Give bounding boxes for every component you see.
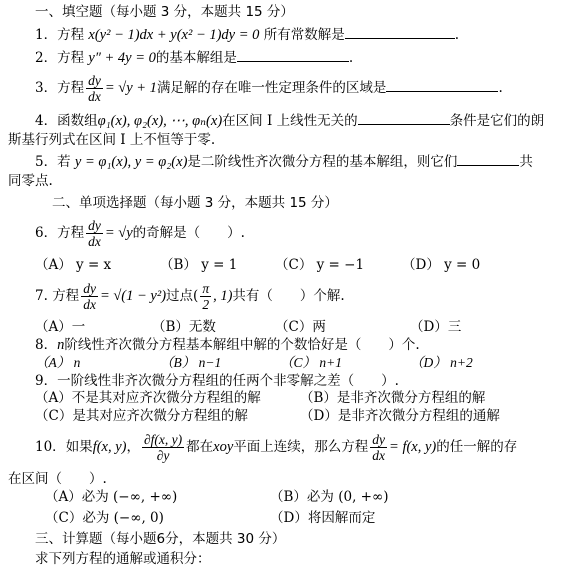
q1-answer-blank[interactable]: [345, 25, 455, 39]
question-3: [35, 71, 503, 105]
q4-equation: φ₁(x), φ₂(x), ⋯, φₙ(x): [97, 113, 223, 129]
question-1: [35, 25, 459, 44]
q8-option-d[interactable]: （D） n+2: [410, 355, 473, 370]
q6-option-d[interactable]: （D） y = 0: [402, 257, 481, 273]
q6-option-b[interactable]: （B） y = 1: [160, 257, 238, 273]
question-6: [35, 216, 245, 250]
q4-post: 条件是它们的朗: [449, 113, 545, 129]
q9-option-d[interactable]: （D）是非齐次微分方程组的通解: [300, 408, 500, 424]
q3-frac-num: dy: [88, 73, 101, 88]
q5-line2: 同零点.: [8, 173, 53, 189]
q10-frac-den: dx: [372, 448, 386, 463]
q10-option-d[interactable]: （D）将因解而定: [270, 510, 376, 526]
q4-pre: 函数组: [57, 113, 98, 129]
q7-fraction: [81, 281, 98, 312]
q3-frac-den: dx: [88, 89, 101, 104]
q1-end: .: [454, 27, 459, 43]
q5-num: 5．: [35, 154, 58, 170]
q3-equation: = √y + 1: [104, 80, 157, 96]
q7-pt-end: , 1): [213, 288, 233, 304]
section1-title: 一、填空题（每小题 3 分，本题共 15 分）: [35, 4, 294, 20]
q9-option-b[interactable]: （B）是非齐次微分方程组的解: [300, 390, 486, 406]
q9-option-c[interactable]: （C）是其对应齐次微分方程组的解: [35, 408, 248, 424]
q7-option-d[interactable]: （D）三: [410, 319, 462, 335]
q10-fraction: [370, 432, 387, 463]
q8-option-a[interactable]: （A） n: [35, 355, 81, 370]
q3-fraction: [86, 73, 103, 104]
q6-pre: 方程: [57, 225, 85, 241]
q7-frac-num: dy: [83, 281, 96, 296]
q2-answer-blank[interactable]: [237, 48, 349, 62]
section3-title: 三、计算题（每小题6分，本题共 30 分）: [35, 531, 286, 547]
question-4: [35, 111, 544, 130]
q10-option-b[interactable]: （B）必为 (0, +∞): [270, 489, 389, 505]
q1-pre: 方程: [57, 27, 85, 43]
question-9: [35, 372, 399, 390]
q5-post: 共: [519, 154, 533, 170]
q7-point-fraction: [200, 281, 211, 312]
q7-option-b[interactable]: （B）无数: [152, 319, 216, 335]
q5-answer-blank[interactable]: [457, 152, 519, 166]
q9-option-a[interactable]: （A）不是其对应齐次微分方程组的解: [35, 390, 261, 406]
q6-frac-den: dx: [88, 234, 101, 249]
q7-post: 共有（ ）个解.: [232, 288, 345, 304]
q6-post: 的奇解是（ ）.: [132, 225, 245, 241]
q1-equation: x(y² − 1)dx + y(x² − 1)dy = 0: [88, 27, 260, 43]
q10-f: f(x, y): [92, 439, 127, 455]
q4-line2: 斯基行列式在区间 I 上不恒等于零.: [8, 132, 216, 148]
q10-pd-num: ∂f(x, y): [144, 432, 183, 447]
q10-line2: 在区间（ ）.: [8, 471, 107, 487]
q10-pre: 如果: [65, 439, 93, 455]
q3-answer-blank[interactable]: [386, 78, 498, 92]
q7-option-c[interactable]: （C）两: [275, 319, 326, 335]
q1-num: 1．: [35, 27, 58, 43]
question-7: [35, 279, 345, 313]
q1-post: 所有常数解是: [263, 27, 345, 43]
q7-equation: = √(1 − y²): [99, 288, 167, 304]
q5-mid: 是二阶线性齐次微分方程的基本解组，则它们: [187, 154, 458, 170]
q7-pre: 方程: [52, 288, 80, 304]
q7-pt-num: π: [202, 281, 210, 296]
q10-mid2: 平面上连续，那么方程: [233, 439, 369, 455]
q8-text: 阶线性齐次微分方程基本解组中解的个数恰好是（ ）个.: [64, 337, 420, 353]
q3-post: 满足解的存在唯一性定理条件的区域是: [156, 80, 387, 96]
q2-num: 2．: [35, 50, 58, 66]
q10-plane: xoy: [213, 439, 234, 455]
q6-option-a[interactable]: （A） y = x: [35, 257, 112, 273]
q3-num: 3．: [35, 80, 58, 96]
q3-pre: 方程: [57, 80, 85, 96]
q7-pt-den: 2: [202, 297, 210, 312]
section3-intro: 求下列方程的通解或通积分：: [35, 551, 211, 567]
q10-partial-fraction: [142, 432, 184, 463]
q2-post: 的基本解组是: [155, 50, 237, 66]
q10-mid: 都在: [186, 439, 214, 455]
question-2: [35, 48, 353, 67]
q10-post: 的任一解的存: [436, 439, 518, 455]
q10-option-c[interactable]: （C）必为 (−∞, 0): [45, 510, 164, 526]
q7-option-a[interactable]: （A）一: [35, 319, 86, 335]
q3-end: .: [498, 80, 503, 96]
q8-num: 8．: [35, 337, 58, 353]
q10-comma: ，: [126, 439, 140, 455]
question-8: [35, 336, 420, 354]
section2-title: 二、单项选择题（每小题 3 分，本题共 15 分）: [52, 195, 338, 211]
q2-pre: 方程: [57, 50, 85, 66]
question-10: [35, 428, 517, 466]
q9-num: 9．: [35, 373, 58, 389]
q6-option-c[interactable]: （C） y = −1: [275, 257, 365, 273]
q6-fraction: [86, 218, 103, 249]
q10-num: 10．: [35, 439, 66, 455]
q4-answer-blank[interactable]: [358, 111, 450, 125]
q10-pd-den: ∂y: [156, 448, 170, 463]
q7-num: 7.: [35, 288, 48, 304]
q5-equation: y = φ₁(x), y = φ₂(x): [74, 154, 188, 170]
q4-mid: 在区间 I 上线性无关的: [222, 113, 358, 129]
q8-option-c[interactable]: （C） n+1: [280, 355, 342, 370]
question-5: [35, 152, 533, 171]
q6-frac-num: dy: [88, 218, 101, 233]
q8-option-b[interactable]: （B） n−1: [160, 355, 222, 370]
q7-mid: 过点(: [166, 288, 199, 304]
q6-equation: = √y: [104, 225, 133, 241]
q2-end: .: [348, 50, 354, 66]
q4-num: 4．: [35, 113, 58, 129]
q9-text: 一阶线性非齐次微分方程组的任两个非零解之差（ ）.: [57, 373, 399, 389]
q2-equation: y″ + 4y = 0: [88, 50, 156, 66]
q10-equation: = f(x, y): [389, 439, 437, 455]
q7-frac-den: dx: [83, 297, 96, 312]
q10-frac-num: dy: [372, 432, 386, 447]
q10-option-a[interactable]: （A）必为 (−∞, +∞): [45, 489, 178, 505]
q8-var: n: [57, 337, 65, 353]
q6-num: 6．: [35, 225, 58, 241]
q5-pre: 若: [57, 154, 71, 170]
